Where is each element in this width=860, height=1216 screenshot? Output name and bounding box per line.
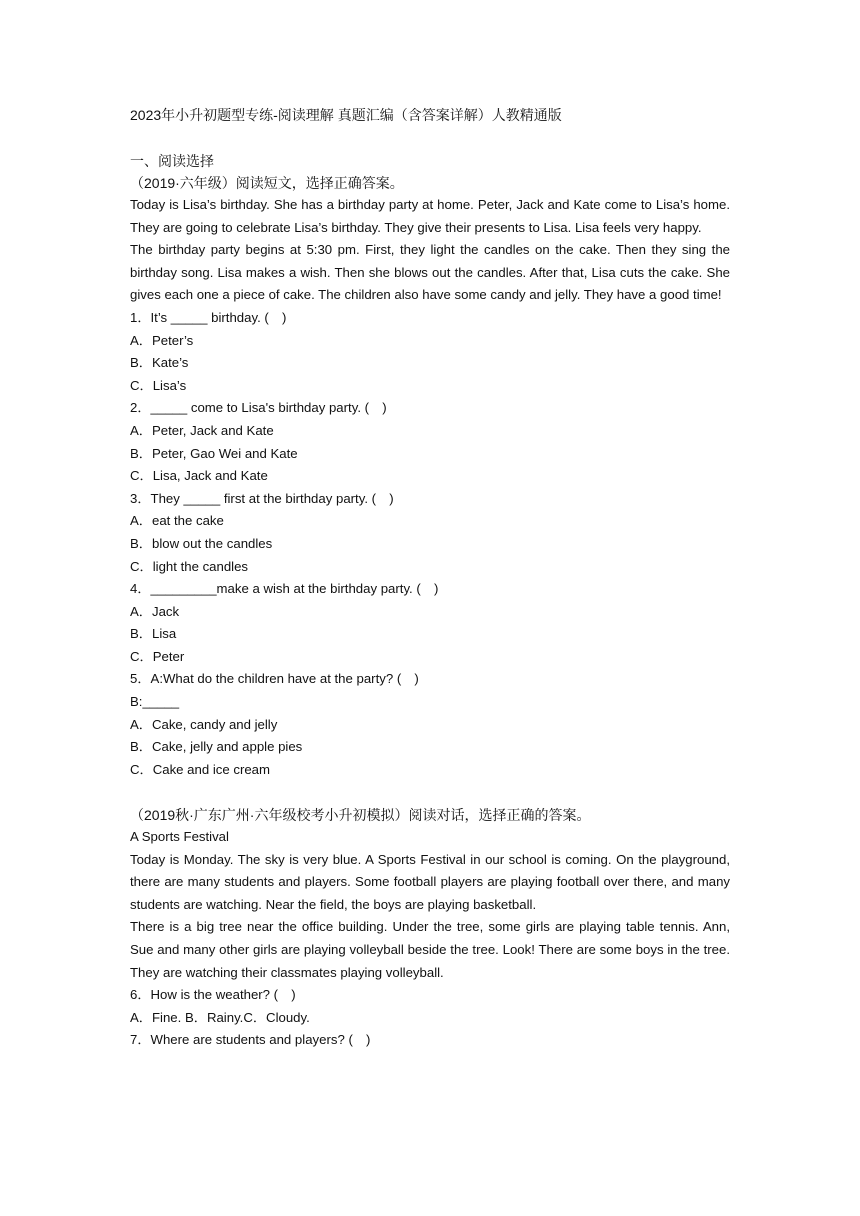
option: B．blow out the candles [130,535,273,551]
question-5-response-line: B:_____ [130,694,180,710]
option: C．Lisa, Jack and Kate [130,468,268,484]
section-heading: 一、阅读选择 [130,153,214,169]
option: A．Peter’s [130,332,194,348]
option: A．eat the cake [130,513,224,529]
spacer [130,126,730,150]
passage2-source: （2019秋·广东广州·六年级校考小升初模拟）阅读对话，选择正确的答案。 [130,807,591,824]
document-title: 2023年小升初题型专练-阅读理解 真题汇编（含答案详解）人教精通版 [130,107,562,123]
option: C．Peter [130,648,185,664]
passage1-source: （2019·六年级）阅读短文，选择正确答案。 [130,175,404,191]
option: B．Kate’s [130,355,189,371]
question-5: 5．A:What do the children have at the party? ( ) [130,671,419,687]
passage1-paragraph: The birthday party begins at 5:30 pm. First, they light the candles on the cake. Then they sing the birthday song. Lisa makes a wish. Then she blows out the candles. After that, Lisa cuts the cake. She gives each one a piece of cake. The children also have some candy and jelly. They have a good time! [130,242,730,303]
spacer [130,781,730,804]
option: A．Cake, candy and jelly [130,716,278,732]
question-1: 1．It’s _____ birthday. ( ) [130,309,287,325]
question-7: 7．Where are students and players? ( ) [130,1032,371,1048]
passage1-paragraph: Today is Lisa’s birthday. She has a birthday party at home. Peter, Jack and Kate come to Lisa’s home. They are going to celebrate Lisa’s birthday. They give their presents to Lisa. Lisa feels very happy. [130,197,730,235]
option: B．Cake, jelly and apple pies [130,739,303,755]
option: B．Lisa [130,626,177,642]
option: A．Jack [130,603,180,619]
option: C．Lisa’s [130,377,187,393]
passage2-paragraph: There is a big tree near the office building. Under the tree, some girls are playing table tennis. Ann, Sue and many other girls are playing volleyball beside the tree. Look! There are some boys in the tree. They are watching their classmates playing volleyball. [130,919,730,980]
document-page [130,104,730,1052]
passage2-heading: A Sports Festival [130,829,229,845]
option: C．light the candles [130,558,249,574]
question-3: 3．They _____ first at the birthday party. ( ) [130,490,394,506]
option: A．Peter, Jack and Kate [130,422,274,438]
question-6: 6．How is the weather? ( ) [130,987,296,1003]
option: B．Peter, Gao Wei and Kate [130,445,298,461]
question-6-options: A．Fine. B．Rainy.C．Cloudy. [130,1009,310,1025]
passage2-paragraph: Today is Monday. The sky is very blue. A Sports Festival in our school is coming. On the playground, there are many students and players. Some football players are playing football over there, and many students are watching. Near the field, the boys are playing basketball. [130,851,730,912]
question-2: 2．_____ come to Lisa's birthday party. ( ) [130,400,387,416]
option: C．Cake and ice cream [130,761,270,777]
question-4: 4．_________make a wish at the birthday party. ( ) [130,581,439,597]
